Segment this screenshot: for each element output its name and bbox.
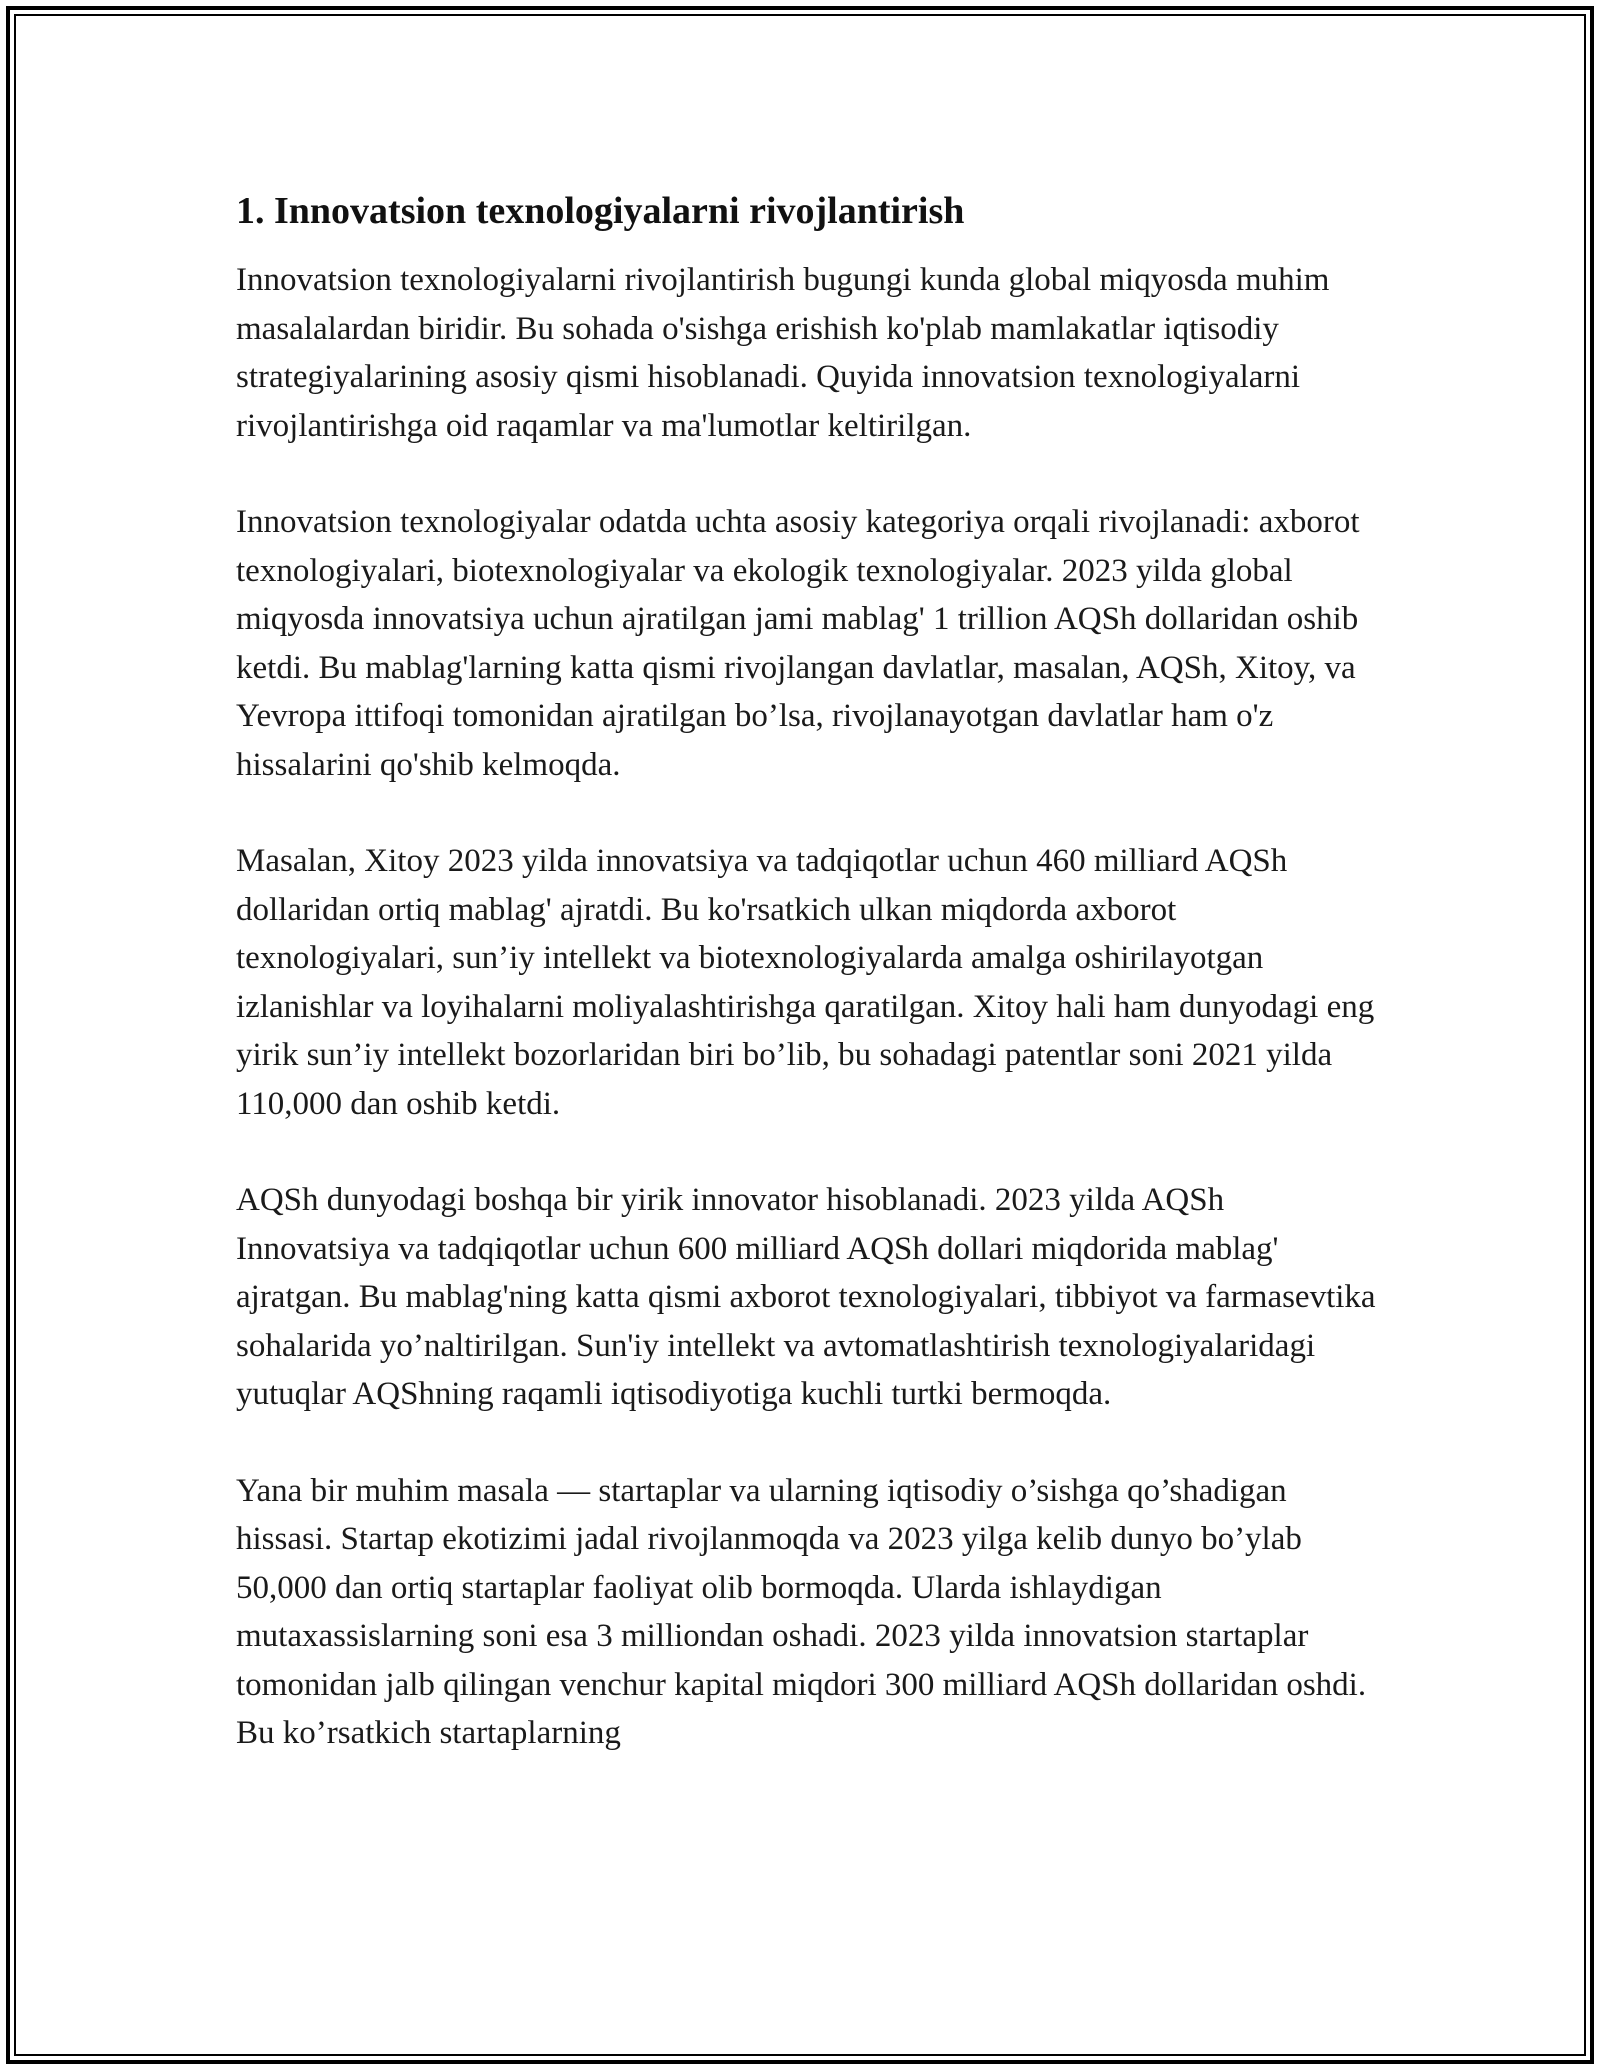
paragraph-categories: Innovatsion texnologiyalar odatda uchta asosiy kategoriya orqali rivojlanadi: axborot texnologiyalari, biotexnologiyalar va ekologik texnologiyalar. 2023 yilda global miqyosda innovatsiya uchun ajratilgan jami mablag' 1 trillion AQSh dollaridan oshib ketdi. Bu mablag'larning katta qismi rivojlangan davlatlar, masalan, AQSh, Xitoy, va Yevropa ittifoqi tomonidan ajratilgan bo’lsa, rivojlanayotgan davlatlar ham o'z hissalarini qo'shib kelmoqda.	[236, 504, 1360, 783]
paragraph-usa: AQSh dunyodagi boshqa bir yirik innovator hisoblanadi. 2023 yilda AQSh Innovatsiya va tadqiqotlar uchun 600 milliard AQSh dollari miqdorida mablag' ajratgan. Bu mablag'ning katta qismi axborot texnologiyalari, tibbiyot va farmasevtika sohalarida yo’naltirilgan. Sun'iy intellekt va avtomatlashtirish texnologiyalaridagi yutuqlar AQShning raqamli iqtisodiyotiga kuchli turtki bermoqda.	[236, 1182, 1376, 1412]
section-heading: 1. Innovatsion texnologiyalarni rivojlantirish	[236, 190, 965, 232]
paragraph-china: Masalan, Xitoy 2023 yilda innovatsiya va tadqiqotlar uchun 460 milliard AQSh dollaridan ortiq mablag' ajratdi. Bu ko'rsatkich ulkan miqdorda axborot texnologiyalari, sun’iy intellekt va biotexnologiyalarda amalga oshirilayotgan izlanishlar va loyihalarni moliyalashtirishga qaratilgan. Xitoy hali ham dunyodagi eng yirik sun’iy intellekt bozorlaridan biri bo’lib, bu sohadagi patentlar soni 2021 yilda 110,000 dan oshib ketdi.	[236, 843, 1375, 1122]
document-body	[236, 186, 1386, 1806]
paragraph-startups: Yana bir muhim masala — startaplar va ularning iqtisodiy o’sishga qo’shadigan hissasi. Startap ekotizimi jadal rivojlanmoqda va 2023 yilga kelib dunyo bo’ylab 50,000 dan ortiq startaplar faoliyat olib bormoqda. Ularda ishlaydigan mutaxassislarning soni esa 3 milliondan oshadi. 2023 yilda innovatsion startaplar tomonidan jalb qilingan venchur kapital miqdori 300 milliard AQSh dollaridan oshdi. Bu ko’rsatkich startaplarning	[236, 1472, 1367, 1751]
paragraph-intro: Innovatsion texnologiyalarni rivojlantirish bugungi kunda global miqyosda muhim masalalardan biridir. Bu sohada o'sishga erishish ko'plab mamlakatlar iqtisodiy strategiyalarining asosiy qismi hisoblanadi. Quyida innovatsion texnologiyalarni rivojlantirishga oid raqamlar va ma'lumotlar keltirilgan.	[236, 262, 1330, 444]
